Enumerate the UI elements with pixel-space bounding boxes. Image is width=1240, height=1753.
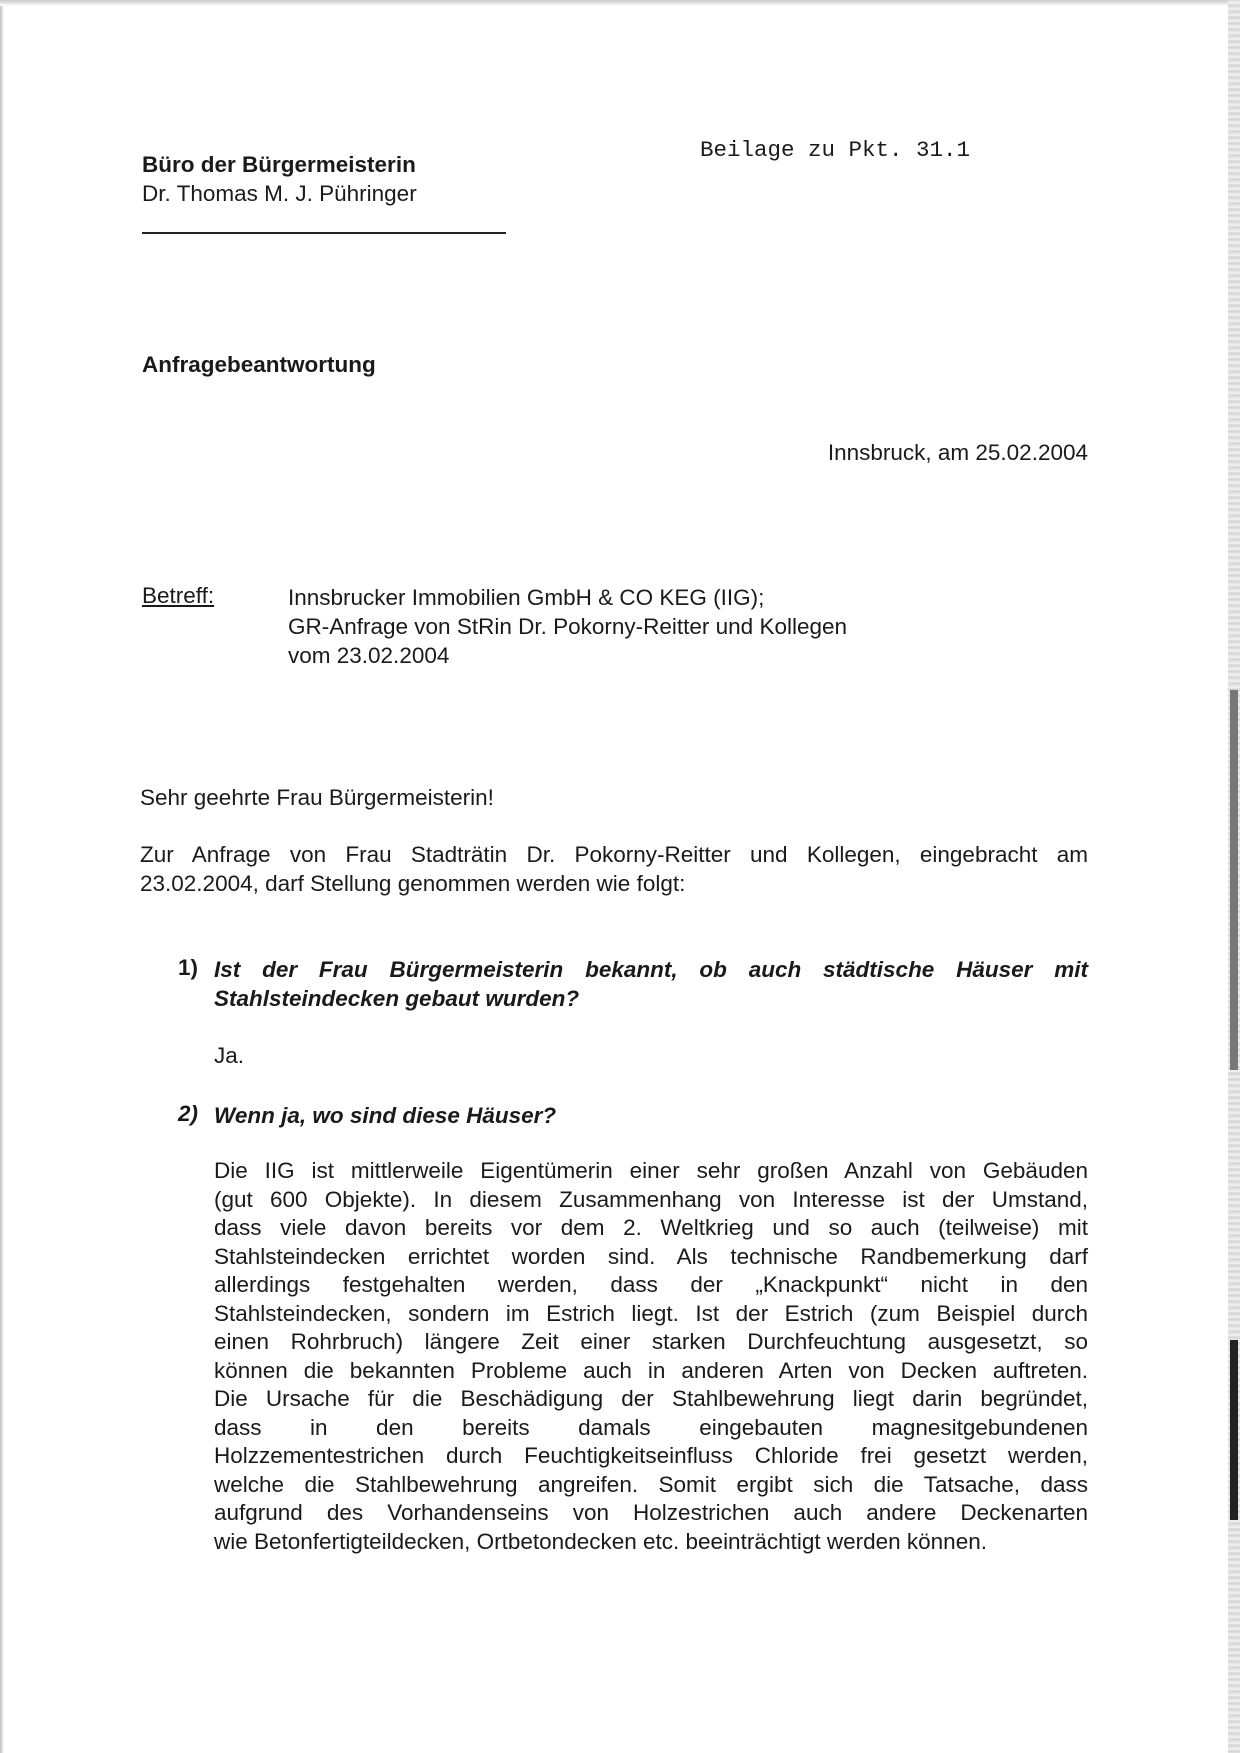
answer-line: welche die Stahlbewehrung angreifen. Somit ergibt sich die Tatsache, dass: [214, 1471, 1088, 1497]
answer-line: Die Ursache für die Beschädigung der Stahlbewehrung liegt darin begründet,: [214, 1386, 1088, 1411]
subject-text: [288, 583, 847, 670]
subject-label: Betreff:: [142, 583, 215, 608]
scan-edge-left: [0, 0, 4, 1753]
answer-line: Die IIG ist mittlerweile Eigentümerin einer sehr großen Anzahl von Gebäuden: [214, 1158, 1088, 1183]
sender-block: [142, 150, 417, 208]
subject-line: GR-Anfrage von StRin Dr. Pokorny-Reitter und Kollegen: [288, 614, 848, 639]
sender-office: Büro der Bürgermeisterin: [142, 152, 416, 177]
scan-artifact: [1230, 1340, 1238, 1520]
question-line: Ist der Frau Bürgermeisterin bekannt, ob auch städtische Häuser mit: [214, 957, 1088, 982]
question-text: [214, 955, 1088, 1013]
answer-line: aufgrund des Vorhandenseins von Holzestrichen auch andere Deckenarten: [214, 1500, 1088, 1525]
sender-person: Dr. Thomas M. J. Pühringer: [142, 181, 417, 206]
answer-line: Ja.: [214, 1043, 245, 1068]
question-number: 1): [178, 955, 199, 980]
answer-line: (gut 600 Objekte). In diesem Zusammenhang von Interesse ist der Umstand,: [214, 1186, 1088, 1212]
salutation: Sehr geehrte Frau Bürgermeisterin!: [140, 785, 494, 810]
intro-line: Zur Anfrage von Frau Stadträtin Dr. Pokorny-Reitter und Kollegen, eingebracht am: [140, 842, 1088, 867]
answer-line: dass in den bereits damals eingebauten magnesitgebundenen: [214, 1414, 1088, 1440]
date-line: Innsbruck, am 25.02.2004: [827, 440, 1088, 465]
answer-line: wie Betonfertigteildecken, Ortbetondecken etc. beeinträchtigt werden können.: [214, 1528, 987, 1554]
sender-underline: [142, 232, 506, 234]
intro-paragraph: [140, 840, 1088, 898]
subject-line: vom 23.02.2004: [288, 643, 450, 668]
answer-paragraph: [214, 1157, 1088, 1556]
answer-line: dass viele davon bereits vor dem 2. Weltkrieg und so auch (teilweise) mit: [214, 1215, 1088, 1240]
answer-line: Stahlsteindecken, sondern im Estrich liegt. Ist der Estrich (zum Beispiel durch: [214, 1300, 1088, 1326]
answer-line: allerdings festgehalten werden, dass der „Knackpunkt“ nicht in den: [214, 1272, 1088, 1297]
answer-line: einen Rohrbruch) längere Zeit einer starken Durchfeuchtung ausgesetzt, so: [214, 1329, 1088, 1354]
answer-line: können die bekannten Probleme auch in anderen Arten von Decken auftreten.: [214, 1357, 1088, 1383]
scan-artifact: [1230, 690, 1238, 1070]
question-number: 2): [178, 1101, 199, 1126]
question-line: Wenn ja, wo sind diese Häuser?: [214, 1103, 557, 1128]
answer-line: Holzzementestrichen durch Feuchtigkeitseinfluss Chloride frei gesetzt werden,: [214, 1443, 1088, 1468]
scan-edge-top: [0, 0, 1240, 6]
subject-line: Innsbrucker Immobilien GmbH & CO KEG (IIG);: [288, 585, 765, 610]
answer-line: Stahlsteindecken errichtet worden sind. Als technische Randbemerkung darf: [214, 1243, 1088, 1269]
question-text: [214, 1101, 1088, 1130]
attachment-note: Beilage zu Pkt. 31.1: [700, 137, 971, 163]
document-title: Anfragebeantwortung: [142, 352, 376, 377]
question-line: Stahlsteindecken gebaut wurden?: [214, 986, 580, 1011]
answer-text: [214, 1042, 1088, 1071]
intro-line: 23.02.2004, darf Stellung genommen werden wie folgt:: [140, 871, 686, 896]
